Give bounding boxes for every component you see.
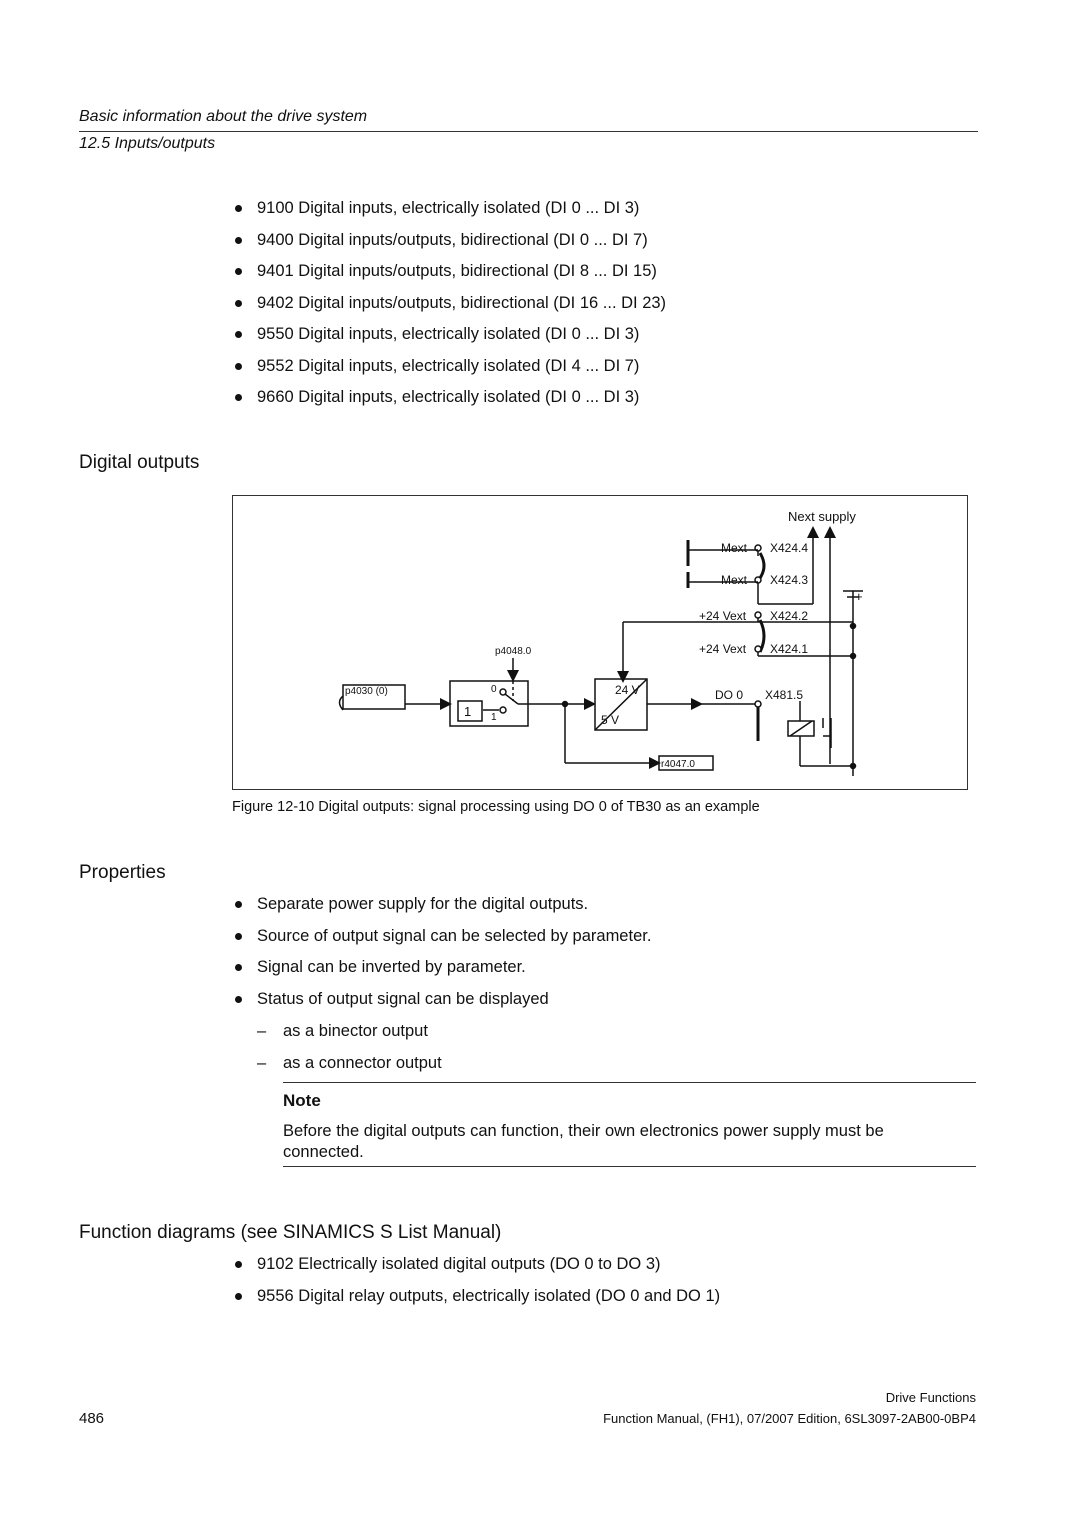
label-x424-2: X424.2: [770, 609, 809, 623]
bullet-icon: [235, 1261, 242, 1268]
properties-list: [232, 893, 651, 1019]
list-item: 9552 Digital inputs, electrically isolated (DI 4 ... DI 7): [232, 355, 666, 387]
heading-properties: Properties: [79, 862, 166, 883]
footer-title: Drive Functions: [885, 1390, 976, 1405]
bullet-icon: [235, 205, 242, 212]
label-switch-0: 0: [491, 684, 497, 695]
function-diagram-list-inputs: [232, 197, 666, 418]
label-vext-2: +24 Vext: [699, 642, 747, 656]
digital-output-diagram: [232, 495, 968, 790]
bullet-icon: [235, 394, 242, 401]
label-24v: 24 V: [615, 683, 640, 697]
note-rule-top: [283, 1082, 976, 1083]
label-mext-1: Mext: [721, 541, 748, 555]
circuit-diagram: [233, 496, 967, 789]
list-item: 9401 Digital inputs/outputs, bidirectional (DI 8 ... DI 15): [232, 260, 666, 292]
bullet-icon: [235, 964, 242, 971]
note-title: Note: [283, 1091, 321, 1110]
label-x424-3: X424.3: [770, 573, 809, 587]
bullet-icon: [235, 331, 242, 338]
label-x424-4: X424.4: [770, 541, 809, 555]
list-item: Source of output signal can be selected by parameter.: [232, 925, 651, 957]
list-item: 9100 Digital inputs, electrically isolated (DI 0 ... DI 3): [232, 197, 666, 229]
header-rule: [79, 131, 978, 132]
label-mext-2: Mext: [721, 573, 748, 587]
label-x424-1: X424.1: [770, 642, 809, 656]
list-item: Signal can be inverted by parameter.: [232, 956, 651, 988]
bullet-icon: [235, 363, 242, 370]
bullet-icon: [235, 268, 242, 275]
bullet-icon: [235, 300, 242, 307]
list-item: 9660 Digital inputs, electrically isolated (DI 0 ... DI 3): [232, 386, 666, 418]
label-do0: DO 0: [715, 688, 744, 702]
list-item: 9402 Digital inputs/outputs, bidirectional (DI 16 ... DI 23): [232, 292, 666, 324]
note-text: Before the digital outputs can function, their own electronics power supply must be connected.: [283, 1122, 884, 1161]
label-r4047: r4047.0: [661, 759, 695, 770]
list-item: – as a connector output: [257, 1053, 442, 1072]
heading-digital-outputs: Digital outputs: [79, 452, 200, 473]
list-item: 9400 Digital inputs/outputs, bidirectional (DI 0 ... DI 7): [232, 229, 666, 261]
bullet-icon: [235, 996, 242, 1003]
list-item: – as a binector output: [257, 1022, 428, 1040]
note-rule-bottom: [283, 1166, 976, 1167]
running-header-section: 12.5 Inputs/outputs: [79, 135, 216, 152]
label-switch-1: 1: [491, 712, 497, 723]
bullet-icon: [235, 901, 242, 908]
label-plus: +: [855, 589, 863, 604]
label-5v: 5 V: [601, 713, 620, 727]
heading-function-diagrams: Function diagrams (see SINAMICS S List Manual): [79, 1222, 502, 1243]
list-item: Separate power supply for the digital outputs.: [232, 893, 651, 925]
label-vext-1: +24 Vext: [699, 609, 747, 623]
label-next-supply: Next supply: [788, 509, 856, 524]
label-invert-1: 1: [464, 704, 472, 719]
bullet-icon: [235, 933, 242, 940]
list-item: 9550 Digital inputs, electrically isolated (DI 0 ... DI 3): [232, 323, 666, 355]
dash-icon: –: [257, 1053, 267, 1072]
sub-properties-list: [257, 1020, 442, 1083]
list-item: Status of output signal can be displayed: [232, 988, 651, 1020]
footer-manual: Function Manual, (FH1), 07/2007 Edition, 6SL3097-2AB00-0BP4: [603, 1411, 976, 1426]
page-number: 486: [79, 1410, 105, 1427]
figure-caption: Figure 12-10 Digital outputs: signal processing using DO 0 of TB30 as an example: [232, 799, 760, 815]
label-p4030: p4030 (0): [345, 686, 388, 697]
bullet-icon: [235, 237, 242, 244]
label-p4048: p4048.0: [495, 646, 532, 657]
dash-icon: –: [257, 1022, 267, 1040]
list-item: 9556 Digital relay outputs, electrically isolated (DO 0 and DO 1): [232, 1285, 720, 1317]
bullet-icon: [235, 1293, 242, 1300]
label-x481-5: X481.5: [765, 688, 804, 702]
function-diagram-list-outputs: [232, 1253, 720, 1316]
list-item: 9102 Electrically isolated digital outputs (DO 0 to DO 3): [232, 1253, 720, 1285]
running-header-chapter: Basic information about the drive system: [79, 108, 368, 125]
